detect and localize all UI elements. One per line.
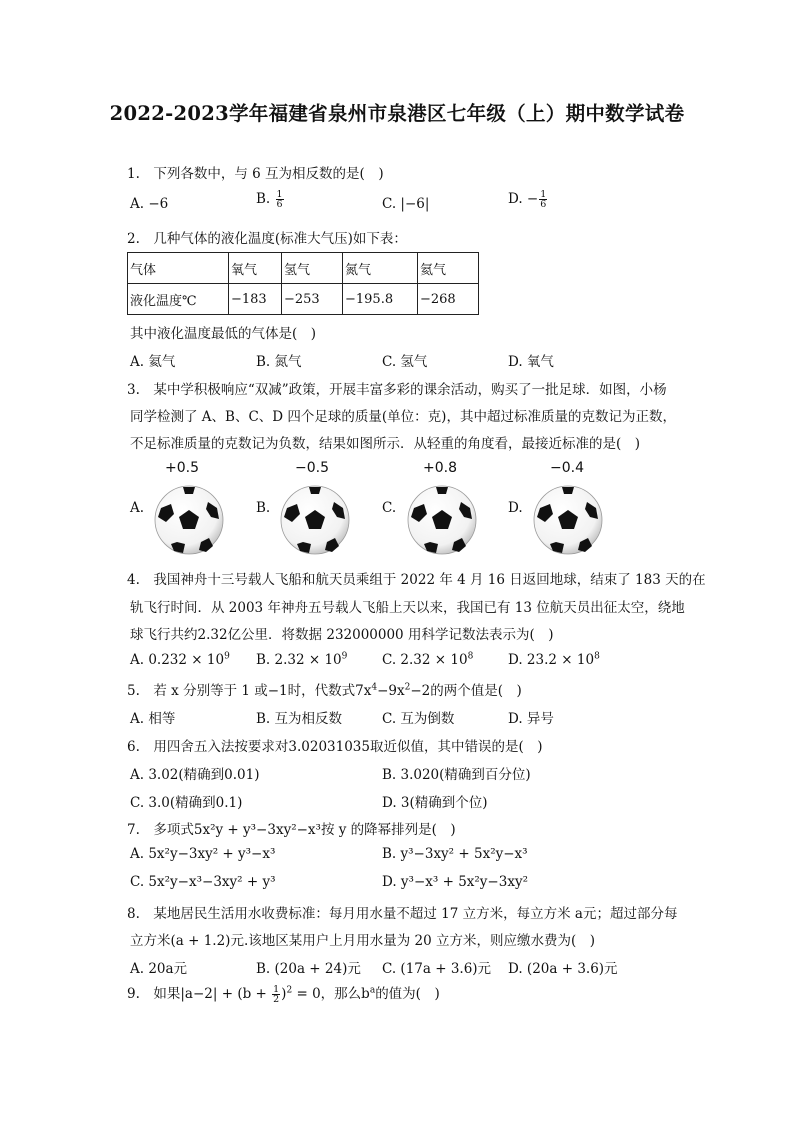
gas-table-cell: −253 xyxy=(282,284,343,315)
q1-d-fraction: $\frac{1}{6}$ xyxy=(540,189,547,210)
q8-line-2: 立方米(a + 1.2)元.该地区某用户上月用水量为 20 立方米，则应缴水费为( ) xyxy=(130,933,596,949)
q1-option-a: A. −6 xyxy=(130,196,169,212)
q6-option-a: A. 3.02(精确到0.01) xyxy=(130,767,260,783)
gas-table-value-row xyxy=(128,284,479,315)
q3-line-2: 同学检测了 A、B、C、D 四个足球的质量(单位：克)，其中超过标准质量的克数记为正数， xyxy=(130,409,676,425)
q3-option-d-label: D. xyxy=(508,500,523,516)
q1-stem: 1. 下列各数中，与 6 互为相反数的是( ) xyxy=(127,166,384,182)
q4-line-3: 球飞行共约2.32亿公里．将数据 232000000 用科学记数法表示为( ) xyxy=(130,627,554,643)
q4-line-2: 轨飞行时间．从 2003 年神舟五号载人飞船上天以来，我国已有 13 位航天员出征太空，绕地 xyxy=(130,600,685,616)
gas-table-header-cell: 氧气 xyxy=(229,253,282,284)
q7-option-b: B. y³−3xy² + 5x²y−x³ xyxy=(382,846,528,862)
q6-stem: 6. 用四舍五入法按要求对3.02031035取近似值，其中错误的是( ) xyxy=(127,739,543,755)
ball-d-value: −0.4 xyxy=(550,460,584,476)
soccer-ball-icon xyxy=(279,484,351,556)
q3-line-3: 不足标准质量的克数记为负数，结果如图所示．从轻重的角度看，最接近标准的是( ) xyxy=(130,436,641,452)
q1-option-d: D. − $\frac{1}{6}$ xyxy=(508,189,547,210)
q4-option-b: B. $2.32 \times 10^9$ xyxy=(256,651,348,668)
q1-option-c: C. |−6| xyxy=(382,196,430,212)
q6-option-c: C. 3.0(精确到0.1) xyxy=(130,795,243,811)
q3-option-c-label: C. xyxy=(382,500,397,516)
q7-option-a: A. 5x²y−3xy² + y³−x³ xyxy=(130,846,276,862)
q7-stem: 7. 多项式5x²y + y³−3xy²−x³按 y 的降幂排列是( ) xyxy=(127,822,456,838)
q4-option-d: D. $23.2 \times 10^8$ xyxy=(508,651,600,668)
q5-stem: 5. 若 x 分别等于 1 或−1时，代数式$7x^4-9x^2-2$的两个值是( ) xyxy=(127,682,522,699)
q3-option-a-label: A. xyxy=(130,500,145,516)
q5-option-a: A. 相等 xyxy=(130,711,176,727)
q2-option-b: B. 氮气 xyxy=(256,354,302,370)
gas-table-header-cell: 氢气 xyxy=(282,253,343,284)
gas-table-cell: −268 xyxy=(418,284,479,315)
q2-option-d: D. 氧气 xyxy=(508,354,554,370)
soccer-ball-icon xyxy=(532,484,604,556)
q2-option-a: A. 氦气 xyxy=(130,354,176,370)
q5-option-d: D. 异号 xyxy=(508,711,554,727)
q9-fraction: $\frac{1}{2}$ xyxy=(273,984,280,1005)
gas-table xyxy=(127,252,479,315)
q4-option-c: C. $2.32 \times 10^8$ xyxy=(382,651,474,668)
q1-b-fraction: $\frac{1}{6}$ xyxy=(276,189,283,210)
ball-c-value: +0.8 xyxy=(423,460,457,476)
q8-option-c: C. (17a + 3.6)元 xyxy=(382,961,492,977)
q8-option-b: B. (20a + 24)元 xyxy=(256,961,361,977)
q4-option-a: A. $0.232 \times 10^9$ xyxy=(130,651,230,668)
gas-table-header-cell: 氮气 xyxy=(343,253,418,284)
soccer-ball-icon xyxy=(406,484,478,556)
q4-line-1: 4. 我国神舟十三号载人飞船和航天员乘组于 2022 年 4 月 16 日返回地球，结束了 183 天的在 xyxy=(127,572,706,588)
q7-option-d: D. y³−x³ + 5x²y−3xy² xyxy=(382,874,528,890)
gas-table-row-label: 液化温度℃ xyxy=(128,284,229,315)
gas-table-cell: −183 xyxy=(229,284,282,315)
soccer-ball-icon xyxy=(153,484,225,556)
q8-option-a: A. 20a元 xyxy=(130,961,188,977)
q3-option-b-label: B. xyxy=(256,500,271,516)
ball-a-value: +0.5 xyxy=(165,460,199,476)
q3-line-1: 3. 某中学积极响应“双减”政策，开展丰富多彩的课余活动，购买了一批足球．如图，小杨 xyxy=(127,382,667,398)
gas-table-header-row xyxy=(128,253,479,284)
q6-option-b: B. 3.020(精确到百分位) xyxy=(382,767,531,783)
ball-b-value: −0.5 xyxy=(295,460,329,476)
q9-stem: 9. 如果|a−2| + (b + $\frac{1}{2}$ )$^2$ = 0，那么$b^a$的值为( ) xyxy=(127,984,440,1005)
q6-option-d: D. 3(精确到个位) xyxy=(382,795,488,811)
q8-line-1: 8. 某地居民生活用水收费标准：每月用水量不超过 17 立方米，每立方米 a元；超过部分每 xyxy=(127,906,678,922)
q2-option-c: C. 氢气 xyxy=(382,354,428,370)
q2-stem: 2. 几种气体的液化温度(标准大气压)如下表： xyxy=(127,231,407,247)
q1-option-b: B. $\frac{1}{6}$ xyxy=(256,189,283,210)
gas-table-cell: −195.8 xyxy=(343,284,418,315)
gas-table-header-cell: 氦气 xyxy=(418,253,479,284)
q5-option-c: C. 互为倒数 xyxy=(382,711,455,727)
q7-option-c: C. 5x²y−x³−3xy² + y³ xyxy=(130,874,276,890)
q8-option-d: D. (20a + 3.6)元 xyxy=(508,961,618,977)
gas-table-header-cell: 气体 xyxy=(128,253,229,284)
q2-followup: 其中液化温度最低的气体是( ) xyxy=(130,326,317,342)
q5-option-b: B. 互为相反数 xyxy=(256,711,343,727)
page-title: 2022-2023学年福建省泉州市泉港区七年级（上）期中数学试卷 xyxy=(109,102,685,125)
